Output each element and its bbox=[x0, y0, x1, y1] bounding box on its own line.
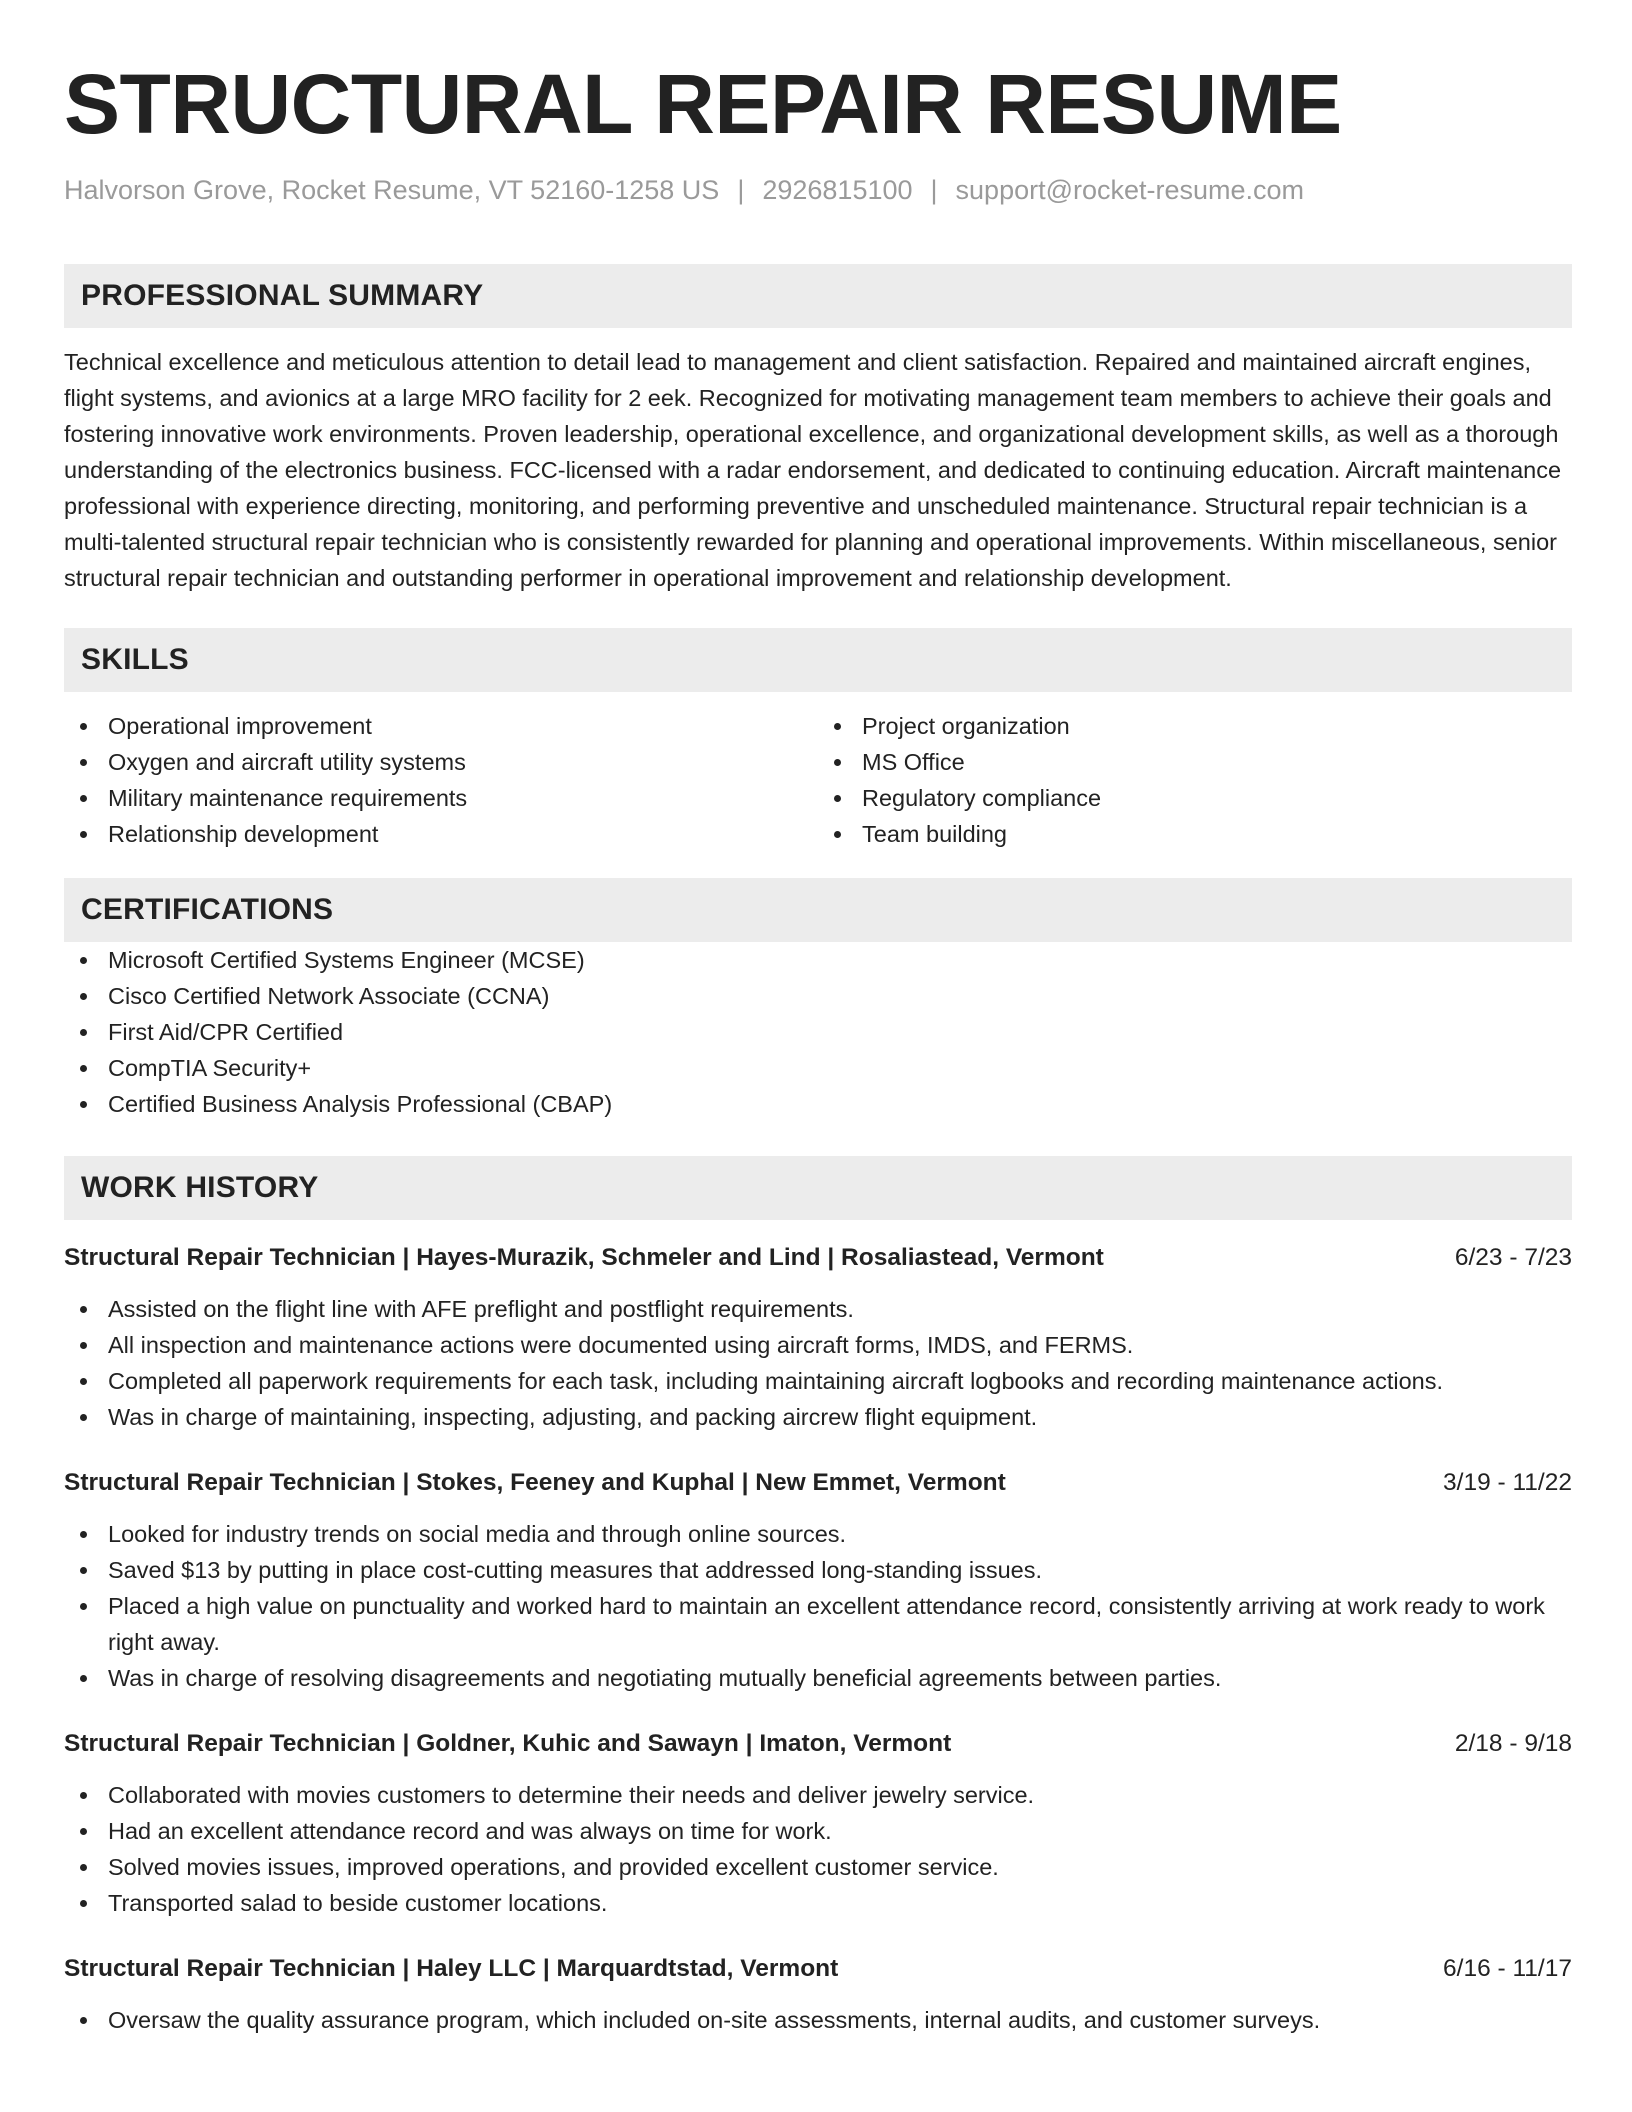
job-dates: 2/18 - 9/18 bbox=[1454, 1730, 1572, 1757]
resume-title: STRUCTURAL REPAIR RESUME bbox=[64, 57, 1342, 151]
job-bullet: Completed all paperwork requirements for each task, including maintaining aircraft logbooks and recording maintenance actions. bbox=[64, 1363, 1572, 1399]
job-bullet: Oversaw the quality assurance program, which included on-site assessments, internal audits, and customer surveys. bbox=[64, 2002, 1572, 2038]
work-history-heading: WORK HISTORY bbox=[64, 1156, 1572, 1220]
contact-line bbox=[64, 170, 1572, 210]
certifications-list bbox=[64, 942, 1572, 1122]
certification-item: Certified Business Analysis Professional (CBAP) bbox=[64, 1086, 1572, 1122]
skill-item: Oxygen and aircraft utility systems bbox=[64, 744, 818, 780]
certification-item: Cisco Certified Network Associate (CCNA) bbox=[64, 978, 1572, 1014]
job-title: Structural Repair Technician | Hayes-Murazik, Schmeler and Lind | Rosaliastead, Vermont bbox=[64, 1244, 1104, 1271]
job-title: Structural Repair Technician | Goldner, Kuhic and Sawayn | Imaton, Vermont bbox=[64, 1730, 952, 1757]
job-title-row bbox=[64, 1726, 1572, 1762]
job-bullets bbox=[64, 1291, 1572, 1435]
skill-item: MS Office bbox=[818, 744, 1572, 780]
job-entry bbox=[64, 1240, 1572, 1435]
job-bullets bbox=[64, 1777, 1572, 1921]
summary-text: Technical excellence and meticulous attention to detail lead to management and client satisfaction. Repaired and maintained aircraft engines, flight systems, and avionics at a large MRO facility for 2 eek. Recognized for motivating management team members to achieve their goals and fostering innovative work environments. Proven leadership, operational excellence, and organizational development skills, as well as a thorough understanding of the electronics business. FCC-licensed with a radar endorsement, and dedicated to continuing education. Aircraft maintenance professional with experience directing, monitoring, and performing preventive and unscheduled maintenance. Structural repair technician is a multi-talented structural repair technician who is consistently rewarded for planning and operational improvements. Within miscellaneous, senior structural repair technician and outstanding performer in operational improvement and relationship development. bbox=[64, 349, 1562, 591]
job-dates: 6/16 - 11/17 bbox=[1443, 1955, 1572, 1982]
skill-item: Operational improvement bbox=[64, 708, 818, 744]
job-title: Structural Repair Technician | Haley LLC | Marquardtstad, Vermont bbox=[64, 1955, 839, 1982]
job-dates: 6/23 - 7/23 bbox=[1454, 1244, 1572, 1271]
job-bullet: Was in charge of maintaining, inspecting, adjusting, and packing aircrew flight equipment. bbox=[64, 1399, 1572, 1435]
summary-heading: PROFESSIONAL SUMMARY bbox=[64, 264, 1572, 328]
skill-item: Regulatory compliance bbox=[818, 780, 1572, 816]
job-entry bbox=[64, 1465, 1572, 1696]
certification-item: First Aid/CPR Certified bbox=[64, 1014, 1572, 1050]
certification-item: CompTIA Security+ bbox=[64, 1050, 1572, 1086]
job-bullet: Saved $13 by putting in place cost-cutting measures that addressed long-standing issues. bbox=[64, 1552, 1572, 1588]
job-title-row bbox=[64, 1465, 1572, 1501]
job-bullet: Was in charge of resolving disagreements and negotiating mutually beneficial agreements between parties. bbox=[64, 1660, 1572, 1696]
skills-grid bbox=[64, 708, 1572, 852]
certifications-heading: CERTIFICATIONS bbox=[64, 878, 1572, 942]
skill-item: Project organization bbox=[818, 708, 1572, 744]
skill-item: Military maintenance requirements bbox=[64, 780, 818, 816]
skill-item: Team building bbox=[818, 816, 1572, 852]
job-bullets bbox=[64, 1516, 1572, 1696]
certification-item: Microsoft Certified Systems Engineer (MCSE) bbox=[64, 942, 1572, 978]
job-title: Structural Repair Technician | Stokes, Feeney and Kuphal | New Emmet, Vermont bbox=[64, 1469, 1006, 1496]
job-bullet: All inspection and maintenance actions were documented using aircraft forms, IMDS, and FERMS. bbox=[64, 1327, 1572, 1363]
job-title-row bbox=[64, 1951, 1572, 1987]
job-entry bbox=[64, 1951, 1572, 2038]
job-bullet: Had an excellent attendance record and was always on time for work. bbox=[64, 1813, 1572, 1849]
job-title-row bbox=[64, 1240, 1572, 1276]
skills-heading: SKILLS bbox=[64, 628, 1572, 692]
job-bullet: Looked for industry trends on social media and through online sources. bbox=[64, 1516, 1572, 1552]
job-bullet: Placed a high value on punctuality and worked hard to maintain an excellent attendance record, consistently arriving at work ready to work right away. bbox=[64, 1588, 1572, 1660]
skills-column-right bbox=[818, 708, 1572, 852]
contact-phone: 2926815100 bbox=[762, 175, 913, 205]
contact-email: support@rocket-resume.com bbox=[955, 175, 1305, 205]
resume-page bbox=[64, 50, 1572, 2038]
job-bullet: Assisted on the flight line with AFE preflight and postflight requirements. bbox=[64, 1291, 1572, 1327]
contact-separator: | bbox=[930, 175, 938, 205]
job-bullets bbox=[64, 2002, 1572, 2038]
job-entry bbox=[64, 1726, 1572, 1921]
contact-separator: | bbox=[737, 175, 745, 205]
job-dates: 3/19 - 11/22 bbox=[1443, 1469, 1572, 1496]
skills-column-left bbox=[64, 708, 818, 852]
job-bullet: Collaborated with movies customers to determine their needs and deliver jewelry service. bbox=[64, 1777, 1572, 1813]
skill-item: Relationship development bbox=[64, 816, 818, 852]
contact-address: Halvorson Grove, Rocket Resume, VT 52160-1258 US bbox=[64, 175, 720, 205]
job-bullet: Transported salad to beside customer locations. bbox=[64, 1885, 1572, 1921]
job-bullet: Solved movies issues, improved operations, and provided excellent customer service. bbox=[64, 1849, 1572, 1885]
